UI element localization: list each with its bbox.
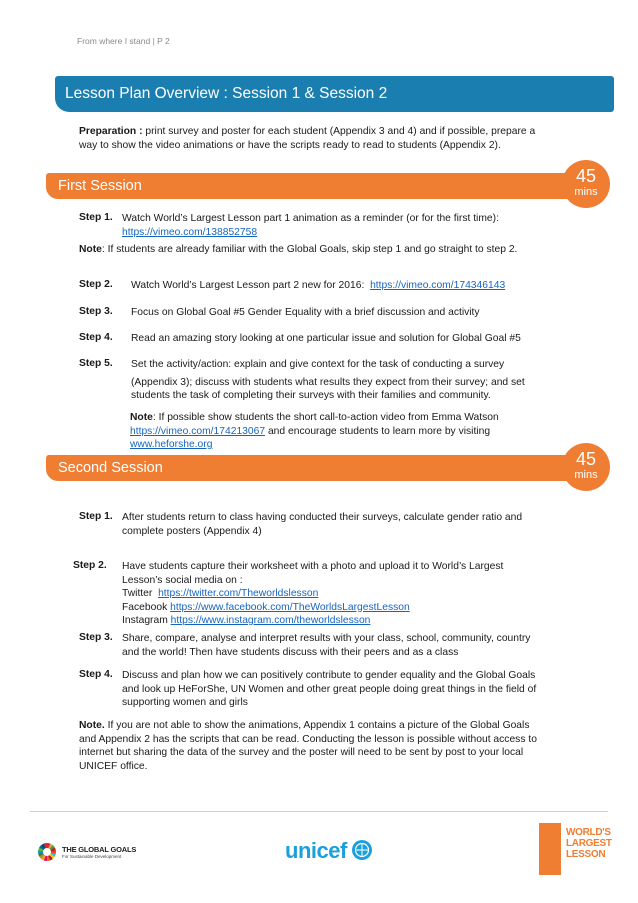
fs-step1-label: Step 1. [79,212,113,223]
duration-number: 45 [575,449,597,469]
fs-step2-link[interactable]: https://vimeo.com/174346143 [370,280,506,291]
fs-note-label: Note [79,244,102,255]
fs-step5-label: Step 5. [79,358,113,369]
fs-step5-text [131,358,601,403]
preparation-label: Preparation : [79,126,143,137]
unicef-logo: unicef [285,838,347,863]
second-session-duration-badge [562,443,610,491]
ss-note-line2: and Appendix 2 has the scripts that can be read. Conducting the lesson is possible without access to [79,733,537,745]
fs-note2-text: : If possible show students the short call-to-action video from Emma Watson [152,412,499,423]
footer-divider [30,811,608,812]
first-session-duration-badge [562,160,610,208]
first-session-banner: First Session [46,173,606,199]
ss-note [79,719,609,773]
ss-step4-text [122,669,602,710]
ss-step2-line2: Lesson’s social media on : [122,574,243,586]
worlds-largest-lesson-logo: WORLD'S LARGEST LESSON [566,827,612,860]
facebook-link[interactable]: https://www.facebook.com/TheWorldsLargestLesson [170,601,410,613]
fs-step3-text: Focus on Global Goal #5 Gender Equality with a brief discussion and activity [131,307,480,318]
ss-step1-line1: After students return to class having conducted their surveys, calculate gender ratio and [122,512,523,523]
twitter-link[interactable]: https://twitter.com/Theworldslesson [158,588,319,599]
fs-note2 [130,411,600,452]
ss-step3-line2: and the world! Then have students discuss with their peers and as a class [122,646,459,658]
preparation-paragraph [79,125,599,152]
fs-note2-heforshe-link[interactable]: www.heforshe.org [130,439,213,450]
facebook-label: Facebook [122,601,168,613]
fs-step1-line1: Watch World’s Largest Lesson part 1 animation as a reminder (or for the first time): [122,213,499,224]
ss-step3-text [122,632,602,659]
preparation-text-1: print survey and poster for each student (Appendix 3 and 4) and if possible, prepare a [145,126,536,137]
ss-note-label: Note. [79,720,105,731]
second-session-banner: Second Session [46,455,606,481]
fs-step2-label: Step 2. [79,279,113,290]
ss-step2-line1: Have students capture their worksheet with a photo and upload it to World’s Largest [122,561,504,572]
ss-step2-label: Step 2. [73,560,107,571]
ss-step4-line3: supporting women and girls [122,697,248,708]
global-goals-logo-title: THE GLOBAL GOALS [62,845,137,854]
fs-step2-line: Watch World’s Largest Lesson part 2 new for 2016: [131,280,365,291]
global-goals-wheel-icon [38,843,56,861]
preparation-text-2: way to show the video animations or have the scripts ready to read to students (Appendix 2). [79,139,501,151]
fs-step1-text [122,212,602,239]
ss-note-line1: If you are not able to show the animations, Appendix 1 contains a picture of the Global Goals [104,720,530,731]
fs-step2-text [131,279,601,293]
ss-step4-label: Step 4. [79,669,113,680]
twitter-label: Twitter [122,588,153,599]
ss-note-line4: UNICEF office. [79,760,148,772]
instagram-label: Instagram [122,615,168,626]
running-head: From where I stand | P 2 [77,36,170,46]
fs-step4-label: Step 4. [79,332,113,343]
fs-step1-link[interactable]: https://vimeo.com/138852758 [122,226,258,238]
duration-unit: mins [574,186,598,198]
duration-number: 45 [575,166,597,186]
ss-note-line3: internet but sharing the data of the survey and the poster will need to be sent by post to your local [79,747,524,758]
fs-step3-label: Step 3. [79,306,113,317]
fs-step4-text: Read an amazing story looking at one particular issue and solution for Global Goal #5 [131,333,521,344]
duration-unit: mins [574,469,598,481]
ss-step4-line2: and look up HeForShe, UN Women and other great people doing great things in the field of [122,683,537,695]
fs-note2-vimeo-link[interactable]: https://vimeo.com/174213067 [130,425,266,437]
ss-step1-text [122,511,602,538]
ss-step1-line2: complete posters (Appendix 4) [122,525,262,537]
fs-note-text: : If students are already familiar with the Global Goals, skip step 1 and go straight to step 2. [101,244,518,255]
ss-step4-line1: Discuss and plan how we can positively contribute to gender equality and the Global Goals [122,670,536,681]
fs-note2-text2: and encourage students to learn more by visiting [265,425,491,437]
fs-step5-line3: students the task of completing their surveys with their families and community. [131,390,491,401]
global-goals-logo-subtitle: For Sustainable Development [62,854,122,859]
fs-step5-line1: Set the activity/action: explain and give context for the task of conducting a survey [131,359,505,370]
ss-step2-text [122,560,602,628]
overview-banner: Lesson Plan Overview : Session 1 & Session 2 [55,76,614,112]
ss-step3-line1: Share, compare, analyse and interpret results with your class, school, community, country [122,633,531,644]
instagram-link[interactable]: https://www.instagram.com/theworldslesson [170,615,371,626]
ss-step1-label: Step 1. [79,511,113,522]
fs-step5-line2: (Appendix 3); discuss with students what results they expect from their survey; and set [131,376,525,388]
fs-note [79,243,609,257]
ss-step3-label: Step 3. [79,632,113,643]
unicef-globe-icon [352,840,372,860]
fs-note2-label: Note [130,412,153,423]
worlds-largest-lesson-book-icon [539,823,561,875]
